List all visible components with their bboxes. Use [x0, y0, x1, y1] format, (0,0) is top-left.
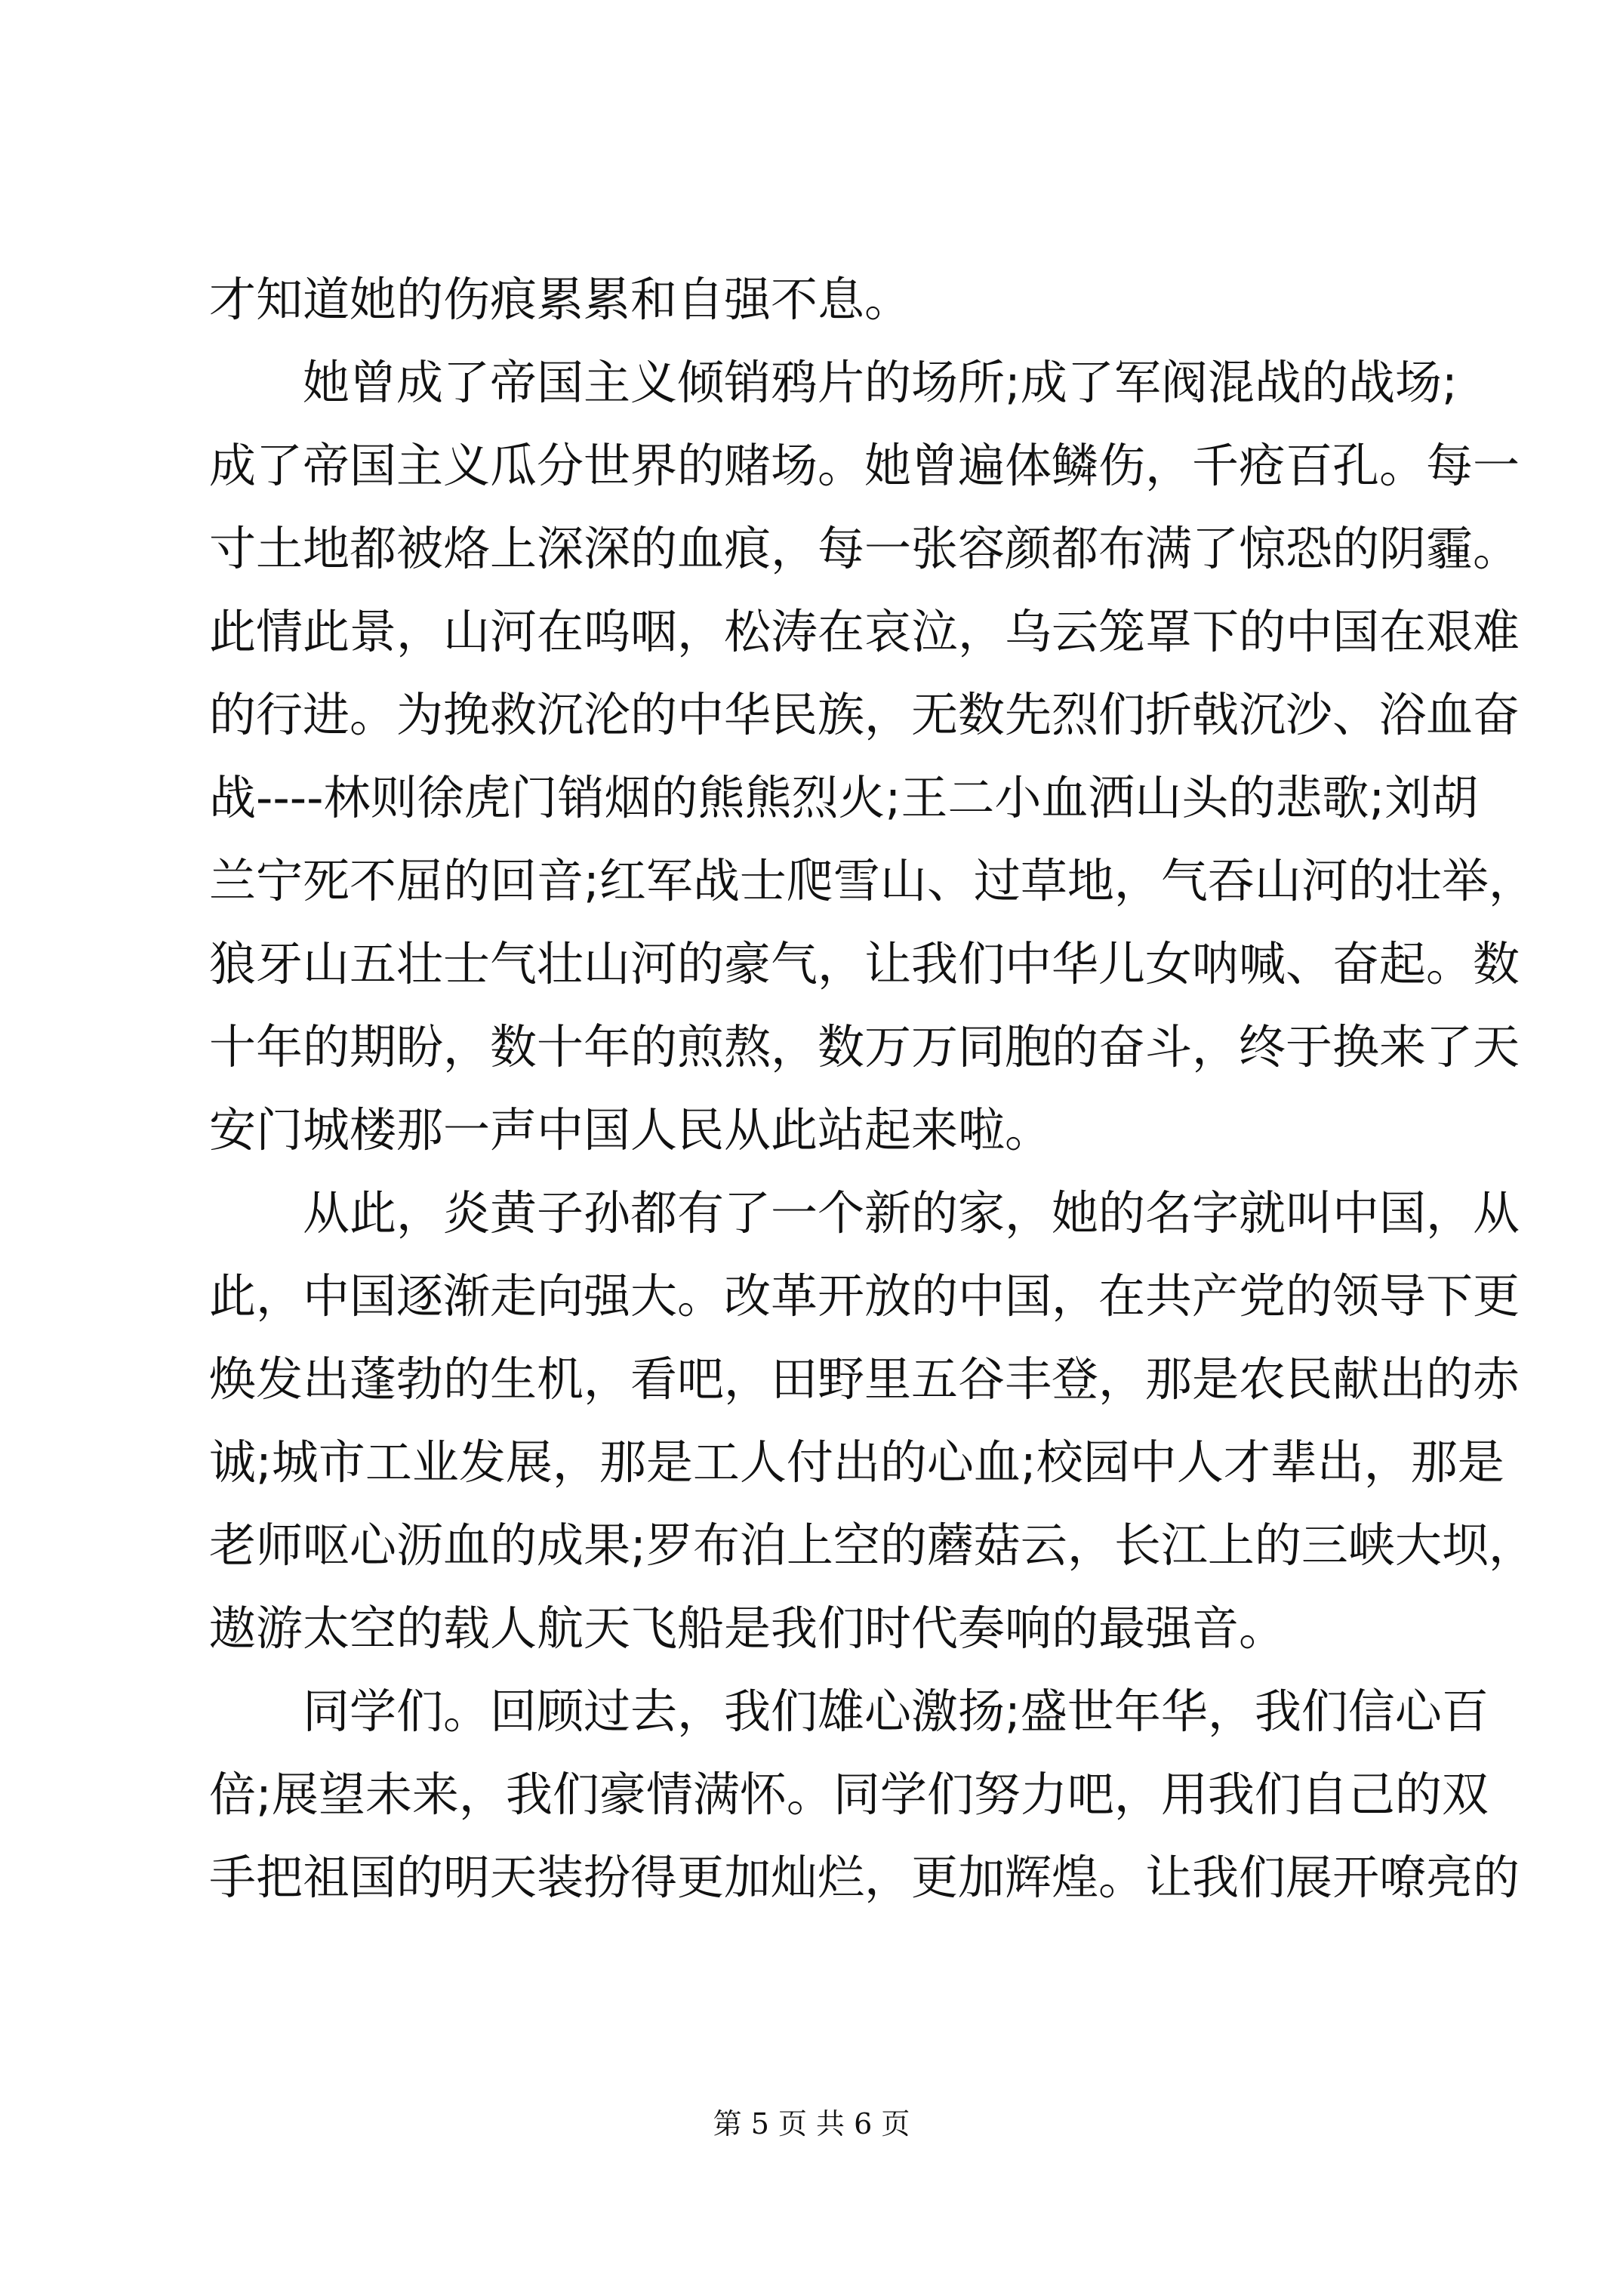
text-line: 遨游太空的载人航天飞船是我们时代奏响的最强音。: [209, 1601, 1286, 1656]
text-line: 安门城楼那一声中国人民从此站起来啦。: [209, 1102, 1052, 1157]
text-line: 老师呕心沥血的成果;罗布泊上空的蘑菇云，长江上的三峡大坝，: [209, 1518, 1535, 1573]
text-line: 同学们。回顾过去，我们雄心激扬;盛世年华，我们信心百: [209, 1684, 1489, 1739]
text-line: 从此，炎黄子孙都有了一个新的家，她的名字就叫中国，从: [209, 1185, 1520, 1240]
text-line: 诚;城市工业发展，那是工人付出的心血;校园中人才辈出，那是: [209, 1435, 1504, 1490]
text-line: 的行进。为挽救沉沦的中华民族，无数先烈们折戟沉沙、浴血奋: [209, 687, 1520, 742]
text-line: 成了帝国主义瓜分世界的赌场。她曾遍体鳞伤，千疮百孔。每一: [209, 438, 1520, 493]
text-line: 倍;展望未来，我们豪情满怀。同学们努力吧，用我们自己的双: [209, 1767, 1489, 1822]
text-line: 才知道她的伤痕累累和自强不息。: [209, 272, 912, 327]
text-line: 兰宁死不屈的回音;红军战士爬雪山、过草地，气吞山河的壮举，: [209, 853, 1535, 908]
text-line: 手把祖国的明天装扮得更加灿烂，更加辉煌。让我们展开嘹亮的: [209, 1850, 1520, 1905]
text-line: 战----林则徐虎门销烟的熊熊烈火;王二小血洒山头的悲歌;刘胡: [209, 770, 1479, 825]
text-line: 此情此景，山河在呜咽，松涛在哀泣，乌云笼罩下的中国在艰难: [209, 604, 1520, 659]
text-line: 十年的期盼，数十年的煎熬，数万万同胞的奋斗，终于换来了天: [209, 1019, 1520, 1074]
page-number-footer: 第 5 页 共 6 页: [713, 2107, 910, 2140]
text-line: 她曾成了帝国主义倾销鸦片的场所;成了军阀混战的战场;: [209, 355, 1458, 410]
text-line: 此，中国逐渐走向强大。改革开放的中国，在共产党的领导下更: [209, 1268, 1520, 1324]
text-line: 寸土地都被烙上深深的血痕，每一张容颜都布满了惊恐的阴霾。: [209, 521, 1520, 576]
text-line: 狼牙山五壮士气壮山河的豪气，让我们中华儿女呐喊、奋起。数: [209, 936, 1520, 991]
text-line: 焕发出蓬勃的生机，看吧，田野里五谷丰登，那是农民献出的赤: [209, 1351, 1520, 1407]
